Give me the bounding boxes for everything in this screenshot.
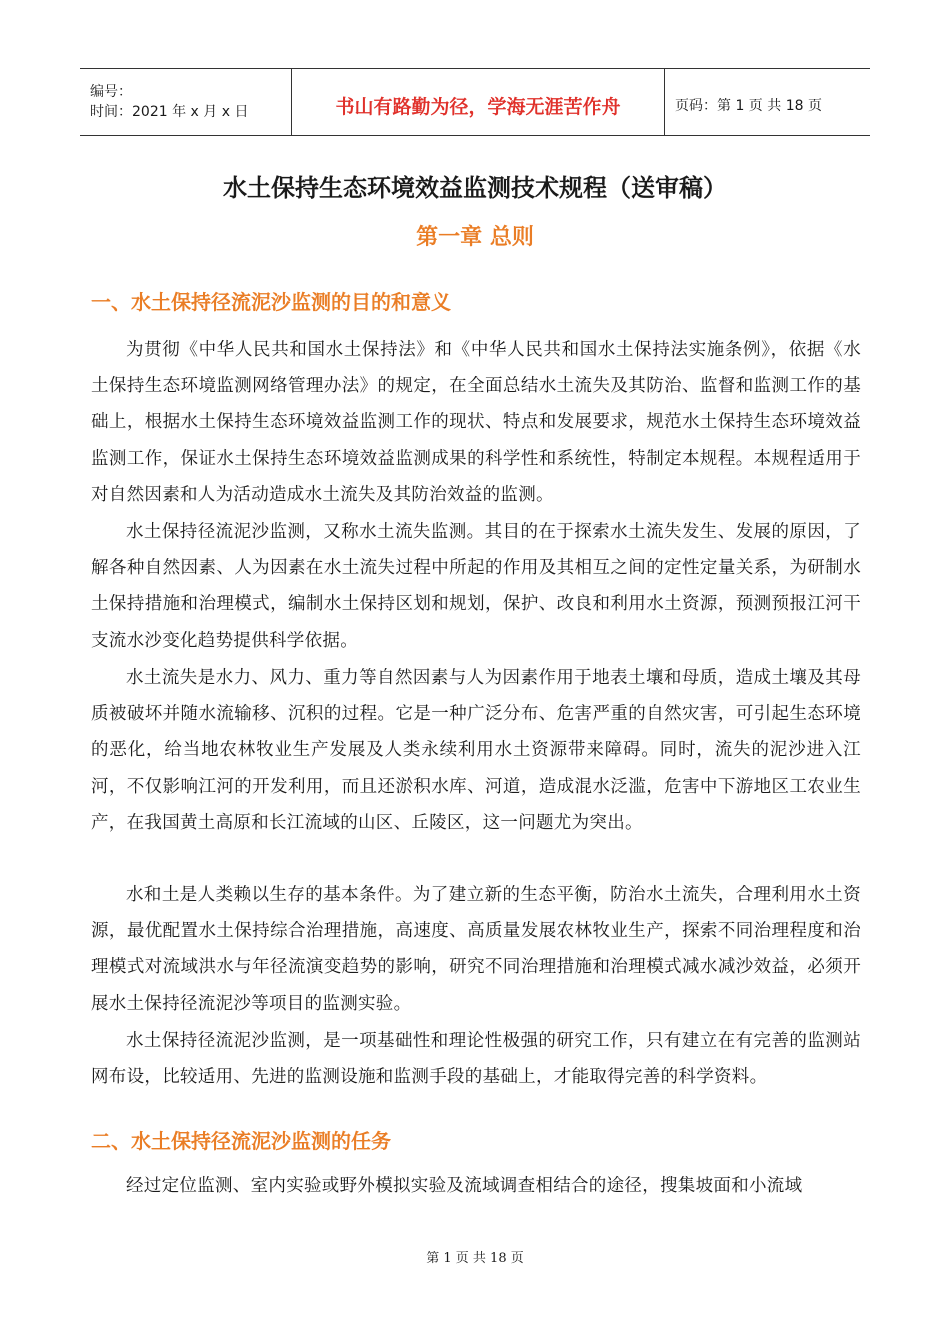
page-footer: 第 1 页 共 18 页 (426, 1251, 524, 1266)
paragraph: 水和土是人类赖以生存的基本条件。为了建立新的生态平衡，防治水土流失，合理利用水土资源，最优配置水土保持综合治理措施，高速度、高质量发展农林牧业生产，探索不同治理程度和治理模式对流域洪水与年径流演变趋势的影响，研究不同治理措施和治理模式减水减沙效益，必须开展水土保持径流泥沙等项目的监测实验。 (91, 885, 861, 1014)
document-date-label: 时间：2021 年 x 月 x 日 (90, 104, 249, 120)
header-meta-cell (80, 69, 292, 136)
paragraph: 经过定位监测、室内实验或野外模拟实验及流域调查相结合的途径，搜集坡面和小流域 (126, 1176, 803, 1196)
header-motto: 书山有路勤为径，学海无涯苦作舟 (292, 69, 665, 136)
paragraph: 水土保持径流泥沙监测，是一项基础性和理论性极强的研究工作，只有建立在有完善的监测站网布设，比较适用、先进的监测设施和监测手段的基础上，才能取得完善的科学资料。 (91, 1031, 861, 1088)
chapter-title: 第一章 总则 (416, 225, 534, 250)
paragraph: 为贯彻《中华人民共和国水土保持法》和《中华人民共和国水土保持法实施条例》，依据《水土保持生态环境监测网络管理办法》的规定，在全面总结水土流失及其防治、监督和监测工作的基础上，根据水土保持生态环境效益监测工作的现状、特点和发展要求，规范水土保持生态环境效益监测工作，保证水土保持生态环境效益监测成果的科学性和系统性，特制定本规程。本规程适用于对自然因素和人为活动造成水土流失及其防治效益的监测。 (91, 340, 861, 505)
paragraph: 水土流失是水力、风力、重力等自然因素与人为因素作用于地表土壤和母质，造成土壤及其母质被破坏并随水流输移、沉积的过程。它是一种广泛分布、危害严重的自然灾害，可引起生态环境的恶化，给当地农林牧业生产发展及人类永续利用水土资源带来障碍。同时，流失的泥沙进入江河，不仅影响江河的开发利用，而且还淤积水库、河道，造成混水泛滥，危害中下游地区工农业生产，在我国黄土高原和长江流域的山区、丘陵区，这一问题尤为突出。 (91, 668, 861, 833)
document-number-label: 编号： (90, 84, 132, 100)
paragraph: 水土保持径流泥沙监测，又称水土流失监测。其目的在于探索水土流失发生、发展的原因，了解各种自然因素、人为因素在水土流失过程中所起的作用及其相互之间的定性定量关系，为研制水土保持措施和治理模式，编制水土保持区划和规划，保护、改良和利用水土资源，预测预报江河干支流水沙变化趋势提供科学依据。 (91, 522, 861, 651)
document-title: 水土保持生态环境效益监测技术规程（送审稿） (223, 174, 727, 202)
section-heading-purpose: 一、水土保持径流泥沙监测的目的和意义 (91, 290, 451, 314)
header-page-info: 页码：第 1 页 共 18 页 (665, 69, 871, 136)
header-table (80, 68, 870, 136)
section-heading-tasks: 二、水土保持径流泥沙监测的任务 (91, 1129, 391, 1153)
